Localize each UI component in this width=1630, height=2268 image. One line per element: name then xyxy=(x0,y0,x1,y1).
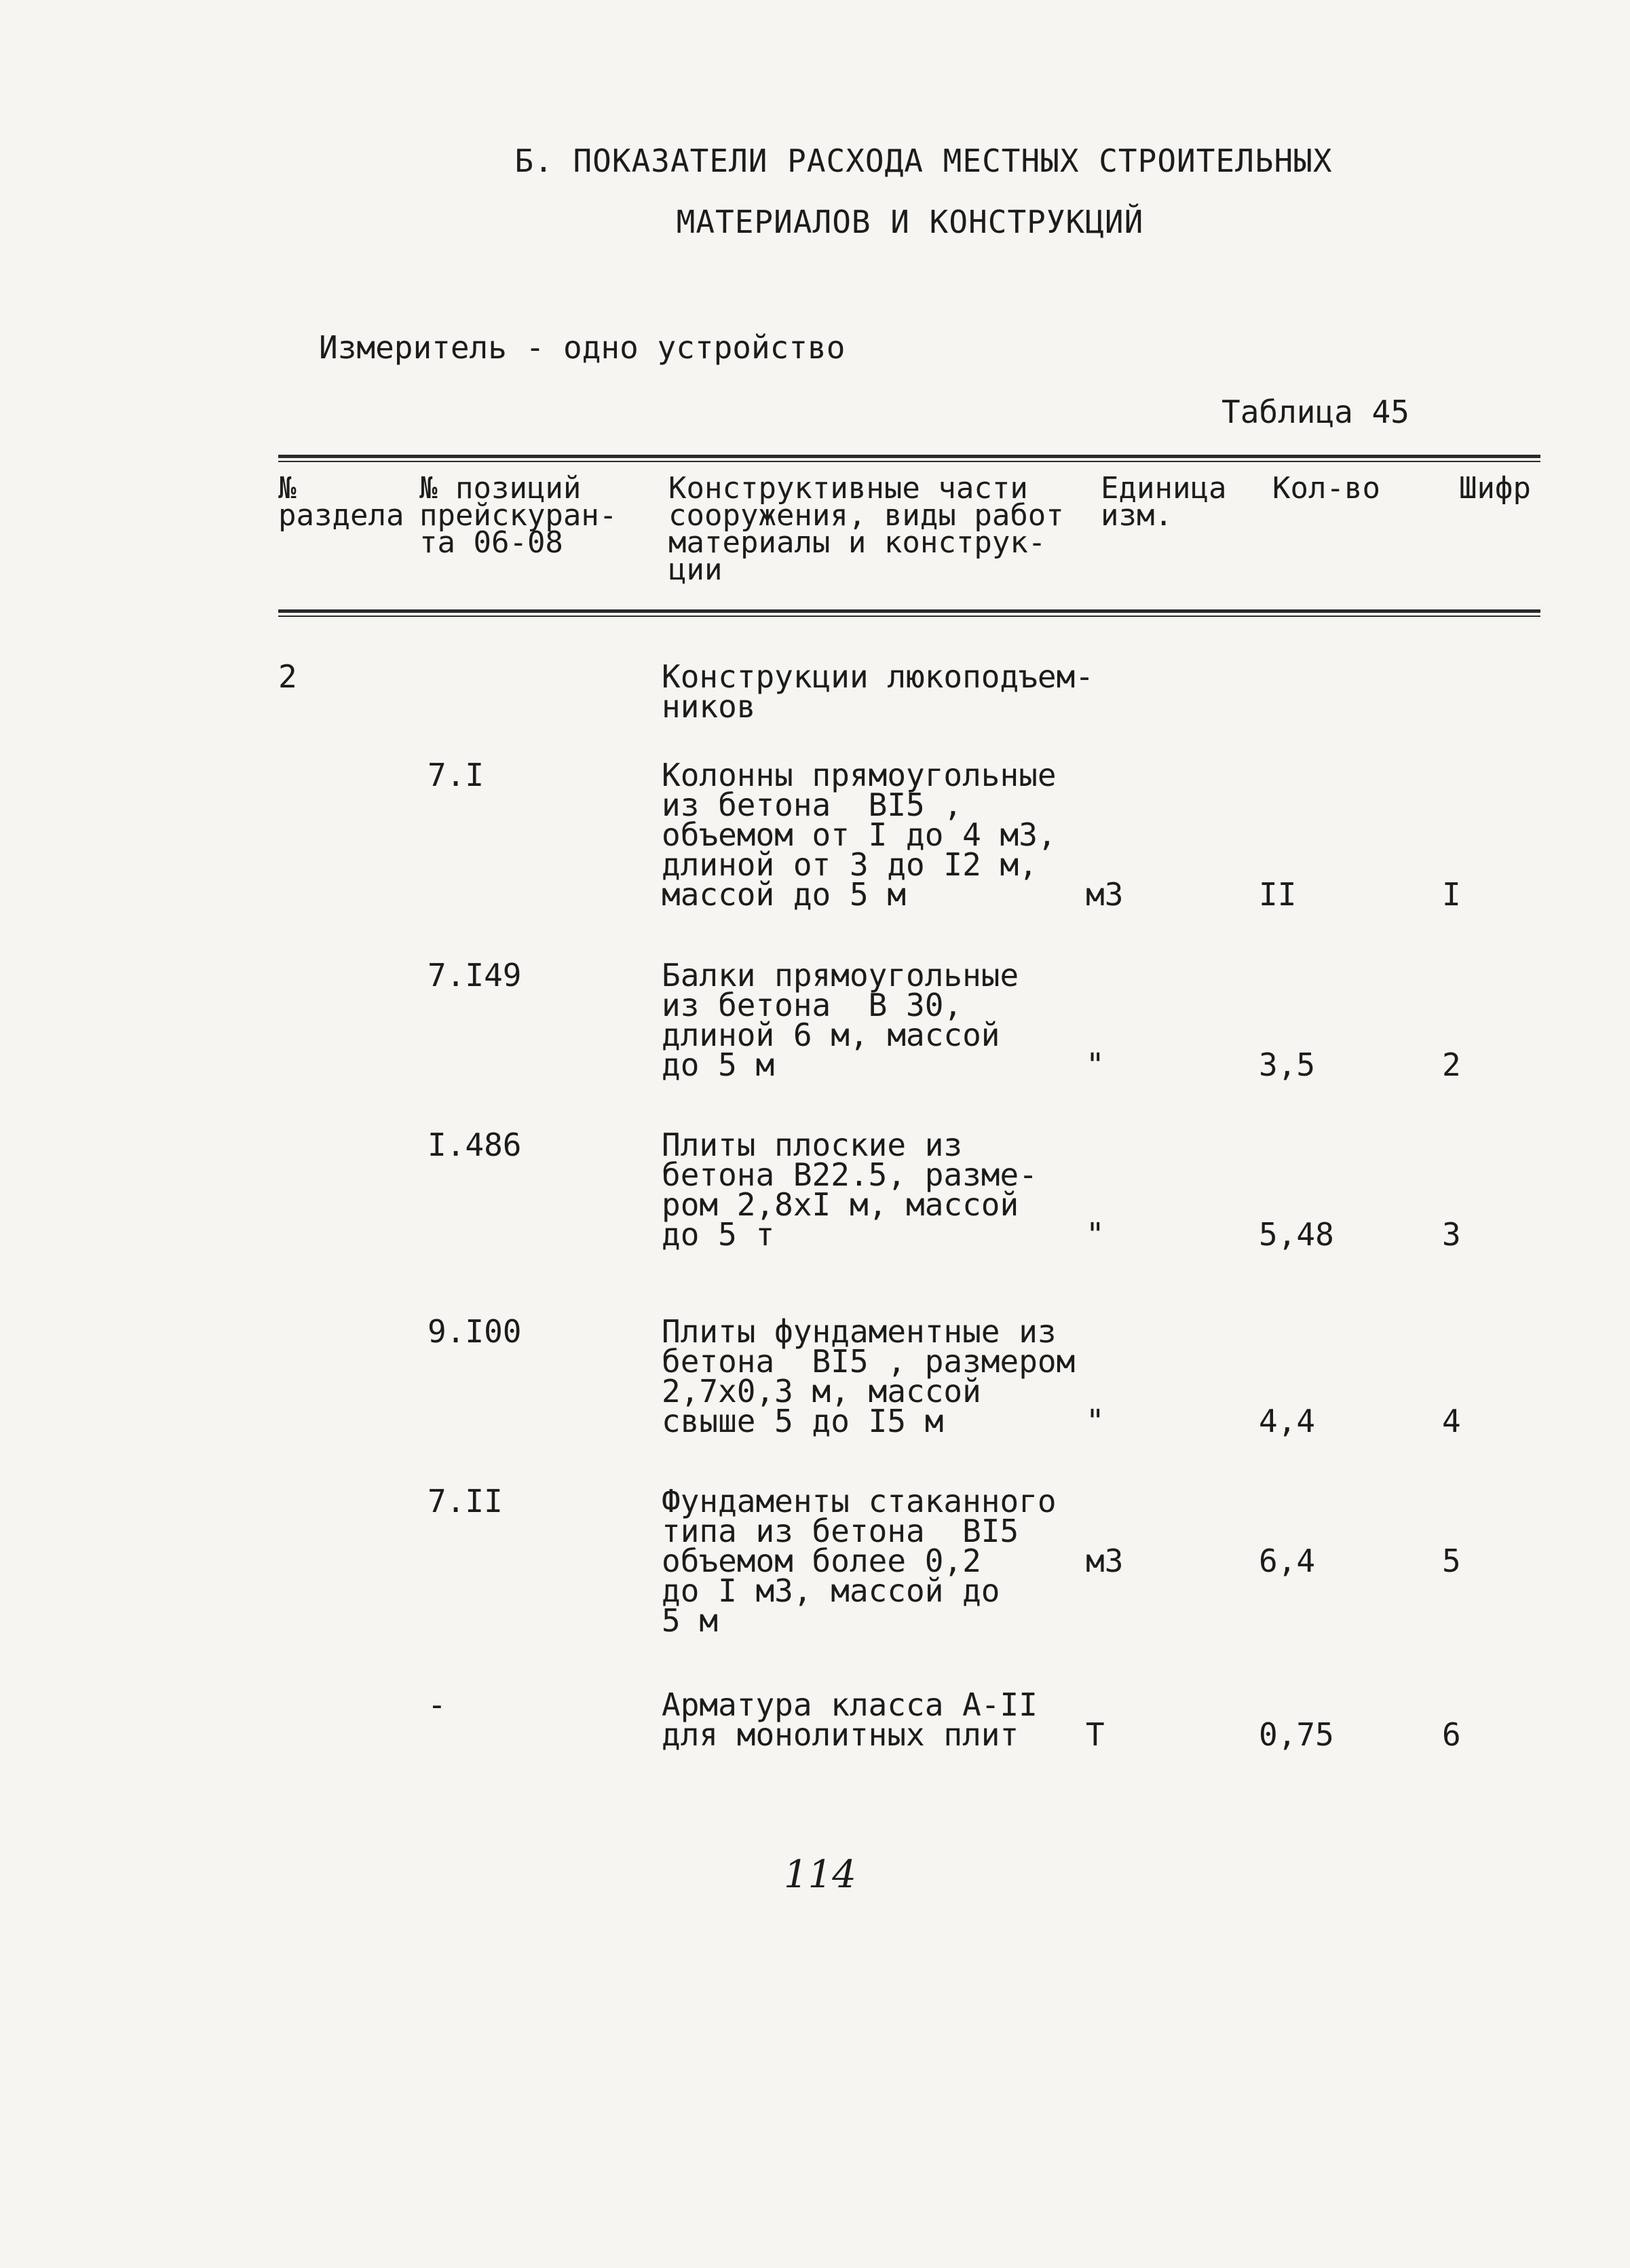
row-3-description: Плиты плоские из бетона В22.5, разме- ром 2,8xI м, массой до 5 т xyxy=(662,1127,1038,1253)
group-section-number: 2 xyxy=(278,658,297,695)
row-5-code: 5 xyxy=(1442,1543,1461,1579)
title-line-2: МАТЕРИАЛОВ И КОНСТРУКЦИЙ xyxy=(676,204,1144,240)
column-header-position: № позиций прейскуран- та 06-08 xyxy=(419,471,618,560)
table-top-rule-thin xyxy=(278,461,1540,462)
row-6-position: - xyxy=(428,1686,447,1723)
row-6-qty: 0,75 xyxy=(1259,1716,1334,1753)
header-bottom-rule-thin xyxy=(278,616,1540,617)
row-4-description: Плиты фундаментные из бетона BI5 , размером 2,7x0,3 м, массой свыше 5 до I5 м xyxy=(662,1313,1076,1439)
row-3-position: I.486 xyxy=(428,1127,522,1163)
row-4-position: 9.I00 xyxy=(428,1313,522,1350)
table-top-rule xyxy=(278,455,1540,458)
row-6-description: Арматура класса А-II для монолитных плит xyxy=(662,1686,1038,1753)
header-bottom-rule xyxy=(278,609,1540,613)
row-3-unit: " xyxy=(1086,1216,1105,1253)
row-1-description: Колонны прямоугольные из бетона BI5 , объемом от I до 4 м3, длиной от 3 до I2 м, массой до 5 м xyxy=(662,757,1057,913)
row-3-code: 3 xyxy=(1442,1216,1461,1253)
row-2-unit: " xyxy=(1086,1046,1105,1083)
column-header-construct: Конструктивные части сооружения, виды работ материалы и конструк- ции xyxy=(668,471,1064,587)
row-4-unit: " xyxy=(1086,1403,1105,1439)
row-2-qty: 3,5 xyxy=(1259,1046,1316,1083)
row-1-qty: II xyxy=(1259,876,1297,913)
group-title: Конструкции люкоподъем- ников xyxy=(662,658,1094,725)
row-2-description: Балки прямоугольные из бетона В 30, длиной 6 м, массой до 5 м xyxy=(662,957,1019,1083)
row-5-unit: м3 xyxy=(1086,1543,1124,1579)
column-header-code: Шифр xyxy=(1459,471,1531,506)
row-2-position: 7.I49 xyxy=(428,957,522,994)
row-5-qty: 6,4 xyxy=(1259,1543,1316,1579)
row-2-code: 2 xyxy=(1442,1046,1461,1083)
row-5-position: 7.II xyxy=(428,1483,503,1519)
row-6-unit: Т xyxy=(1086,1716,1105,1753)
column-header-section: № раздела xyxy=(278,471,404,533)
row-6-code: 6 xyxy=(1442,1716,1461,1753)
page-number: 114 xyxy=(784,1853,856,1897)
row-1-unit: м3 xyxy=(1086,876,1124,913)
row-3-qty: 5,48 xyxy=(1259,1216,1334,1253)
row-4-code: 4 xyxy=(1442,1403,1461,1439)
row-1-code: I xyxy=(1442,876,1461,913)
column-header-unit: Единица изм. xyxy=(1101,471,1227,533)
row-4-qty: 4,4 xyxy=(1259,1403,1316,1439)
column-header-qty: Кол-во xyxy=(1272,471,1380,506)
row-1-position: 7.I xyxy=(428,757,485,793)
measure-unit-note: Измеритель - одно устройство xyxy=(319,329,846,366)
title-line-1: Б. ПОКАЗАТЕЛИ РАСХОДА МЕСТНЫХ СТРОИТЕЛЬНЫХ xyxy=(514,143,1333,179)
row-5-description: Фундаменты стаканного типа из бетона BI5 объемом более 0,2 до I м3, массой до 5 м xyxy=(662,1483,1057,1639)
table-number: Таблица 45 xyxy=(1221,394,1409,430)
